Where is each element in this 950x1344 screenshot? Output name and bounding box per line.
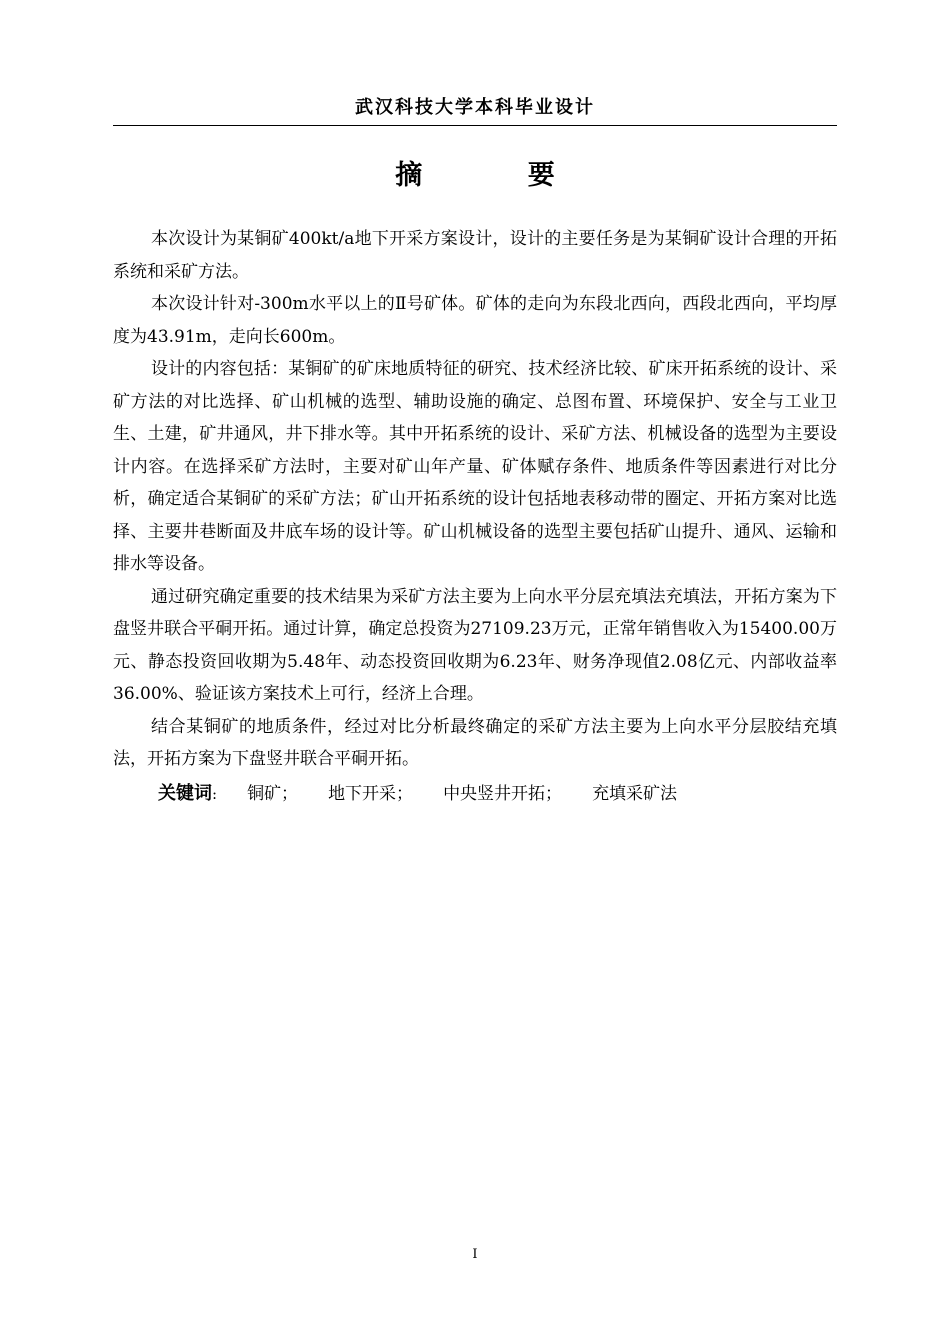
keywords-separator: :: [212, 784, 218, 803]
abstract-body: [113, 223, 837, 810]
keyword-item: 铜矿；: [247, 783, 299, 804]
keywords-label: 关键词: [158, 782, 212, 804]
keyword-item: 充填采矿法: [592, 783, 678, 804]
abstract-paragraph: 本次设计为某铜矿400kt/a地下开采方案设计，设计的主要任务是为某铜矿设计合理的开拓系统和采矿方法。: [113, 229, 837, 282]
abstract-paragraph: 本次设计针对-300m水平以上的Ⅱ号矿体。矿体的走向为东段北西向，西段北西向，平均厚度为43.91m，走向长600m。: [113, 294, 837, 347]
page-header: [113, 95, 837, 126]
page-number: I: [472, 1247, 478, 1262]
abstract-paragraph: 结合某铜矿的地质条件，经过对比分析最终确定的采矿方法主要为上向水平分层胶结充填法，开拓方案为下盘竖井联合平硐开拓。: [113, 716, 837, 769]
keyword-item: 中央竖井开拓；: [443, 783, 563, 804]
abstract-title: 摘 要: [395, 160, 603, 191]
header-title: 武汉科技大学本科毕业设计: [355, 97, 595, 118]
abstract-paragraph: 设计的内容包括：某铜矿的矿床地质特征的研究、技术经济比较、矿床开拓系统的设计、采矿方法的对比选择、矿山机械的选型、辅助设施的确定、总图布置、环境保护、安全与工业卫生、土建，矿井通风，井下排水等。其中开拓系统的设计、采矿方法、机械设备的选型为主要设计内容。在选择采矿方法时，主要对矿山年产量、矿体赋存条件、地质条件等因素进行对比分析，确定适合某铜矿的采矿方法；矿山开拓系统的设计包括地表移动带的圈定、开拓方案对比选择、主要井巷断面及井底车场的设计等。矿山机械设备的选型主要包括矿山提升、通风、运输和排水等设备。: [113, 359, 837, 574]
keywords-line: [113, 778, 837, 811]
keyword-item: 地下开采；: [328, 783, 414, 804]
abstract-paragraph: 通过研究确定重要的技术结果为采矿方法主要为上向水平分层充填法充填法，开拓方案为下盘竖井联合平硐开拓。通过计算，确定总投资为27109.23万元，正常年销售收入为15400.00万元、静态投资回收期为5.48年、动态投资回收期为6.23年、财务净现值2.08亿元、内部收益率36.00%、验证该方案技术上可行，经济上合理。: [113, 586, 837, 704]
